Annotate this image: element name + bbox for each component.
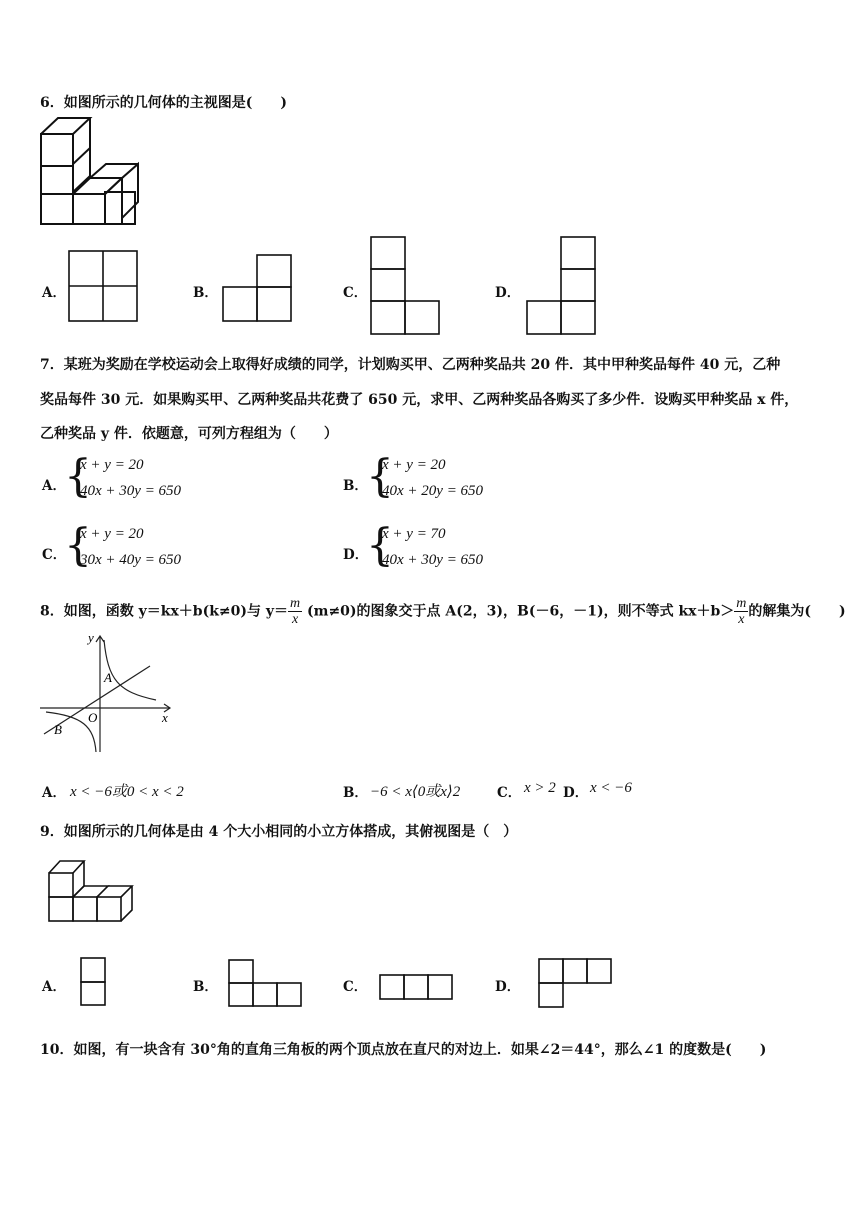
q6-option-a-figure[interactable] <box>68 250 140 322</box>
q7-line-2: 奖品每件 30 元．如果购买甲、乙两种奖品共花费了 650 元，求甲、乙两种奖品各购买了多少件．设购买甲种奖品 x 件， <box>40 392 799 408</box>
q7-option-b-brace: { <box>366 451 394 502</box>
q9-option-a-figure[interactable] <box>80 957 108 1007</box>
q8-stem <box>40 596 846 627</box>
q8-option-a-text: x < −6或0 < x < 2 <box>70 784 184 800</box>
q8-option-d-label[interactable]: D． <box>563 785 589 801</box>
q8-option-c-text: x > 2 <box>524 780 556 796</box>
q7-option-d-brace: { <box>366 520 394 571</box>
q7-option-b-eq1: x + y = 20 <box>382 457 446 473</box>
q7-option-c-brace: { <box>64 520 92 571</box>
q9-option-b-label[interactable]: B． <box>193 979 218 995</box>
q8-function-graph <box>38 630 178 755</box>
q7-option-a-eq2: 40x + 30y = 650 <box>80 483 182 499</box>
q9-option-c-label[interactable]: C． <box>343 979 368 995</box>
q8-stem-part-c: 的解集为( ) <box>748 603 846 620</box>
q6-option-c-figure[interactable] <box>370 236 442 336</box>
q6-option-c-label[interactable]: C． <box>343 285 368 301</box>
q7-option-c-label[interactable]: C． <box>42 547 67 563</box>
q7-option-a-eq1: x + y = 20 <box>80 457 144 473</box>
q7-option-a-brace: { <box>64 451 92 502</box>
q9-option-a-label[interactable]: A． <box>42 979 66 995</box>
q8-option-a-label[interactable]: A． <box>42 785 66 801</box>
q6-option-d-figure[interactable] <box>526 236 598 336</box>
q9-option-b-figure[interactable] <box>228 959 304 1009</box>
q6-solid-figure <box>40 116 140 226</box>
q8-option-c-label[interactable]: C． <box>497 785 522 801</box>
q7-option-d-eq2: 40x + 30y = 650 <box>382 552 484 568</box>
q9-option-d-label[interactable]: D． <box>495 979 521 995</box>
q9-stem: 9．如图所示的几何体是由 4 个大小相同的小立方体搭成，其俯视图是（ ） <box>40 824 518 840</box>
q8-graph-origin-label: O <box>88 710 98 725</box>
q9-solid-figure <box>48 858 138 924</box>
q6-option-a-label[interactable]: A． <box>42 285 66 301</box>
q8-option-b-text: −6 < x⟨0或x⟩2 <box>370 784 461 800</box>
q7-option-d-eq1: x + y = 70 <box>382 526 446 542</box>
q8-graph-point-a-label: A <box>104 670 112 685</box>
q9-option-c-figure[interactable] <box>379 974 455 1002</box>
q8-option-d-text: x < −6 <box>590 780 632 796</box>
q6-option-b-figure[interactable] <box>222 254 294 322</box>
q8-stem-part-b: (m≠0)的图象交于点 A(2，3)，B(－6，－1)，则不等式 kx＋b＞ <box>307 603 735 620</box>
q8-option-b-label[interactable]: B． <box>343 785 368 801</box>
q7-option-c-eq2: 30x + 40y = 650 <box>80 552 182 568</box>
q7-line-3: 乙种奖品 y 件．依题意，可列方程组为（ ） <box>40 426 338 442</box>
q7-option-c-eq1: x + y = 20 <box>80 526 144 542</box>
q10-stem: 10．如图，有一块含有 30°角的直角三角板的两个顶点放在直尺的对边上．如果∠2＝44°，那么∠1 的度数是( ) <box>40 1042 767 1058</box>
q7-option-a-label[interactable]: A． <box>42 478 66 494</box>
q6-option-d-label[interactable]: D． <box>495 285 521 301</box>
q9-option-d-figure[interactable] <box>538 958 614 1010</box>
q8-graph-point-b-label: B <box>54 722 62 737</box>
q8-graph-x-label: x <box>162 710 168 725</box>
q6-option-b-label[interactable]: B． <box>193 285 218 301</box>
q7-option-b-eq2: 40x + 20y = 650 <box>382 483 484 499</box>
q8-graph-y-label: y <box>88 630 94 645</box>
q7-line-1: 7．某班为奖励在学校运动会上取得好成绩的同学，计划购买甲、乙两种奖品共 20 件．其中甲种奖品每件 40 元，乙种 <box>40 357 781 373</box>
q8-fraction-1: $\frac{m}{x}$ <box>290 596 301 627</box>
q8-stem-part-a: 8．如图，函数 y＝kx＋b(k≠0)与 y＝ <box>40 603 289 620</box>
q6-stem: 6．如图所示的几何体的主视图是( ) <box>40 95 287 111</box>
q7-option-d-label[interactable]: D． <box>343 547 369 563</box>
q8-fraction-2: $\frac{m}{x}$ <box>736 596 747 627</box>
q7-option-b-label[interactable]: B． <box>343 478 368 494</box>
